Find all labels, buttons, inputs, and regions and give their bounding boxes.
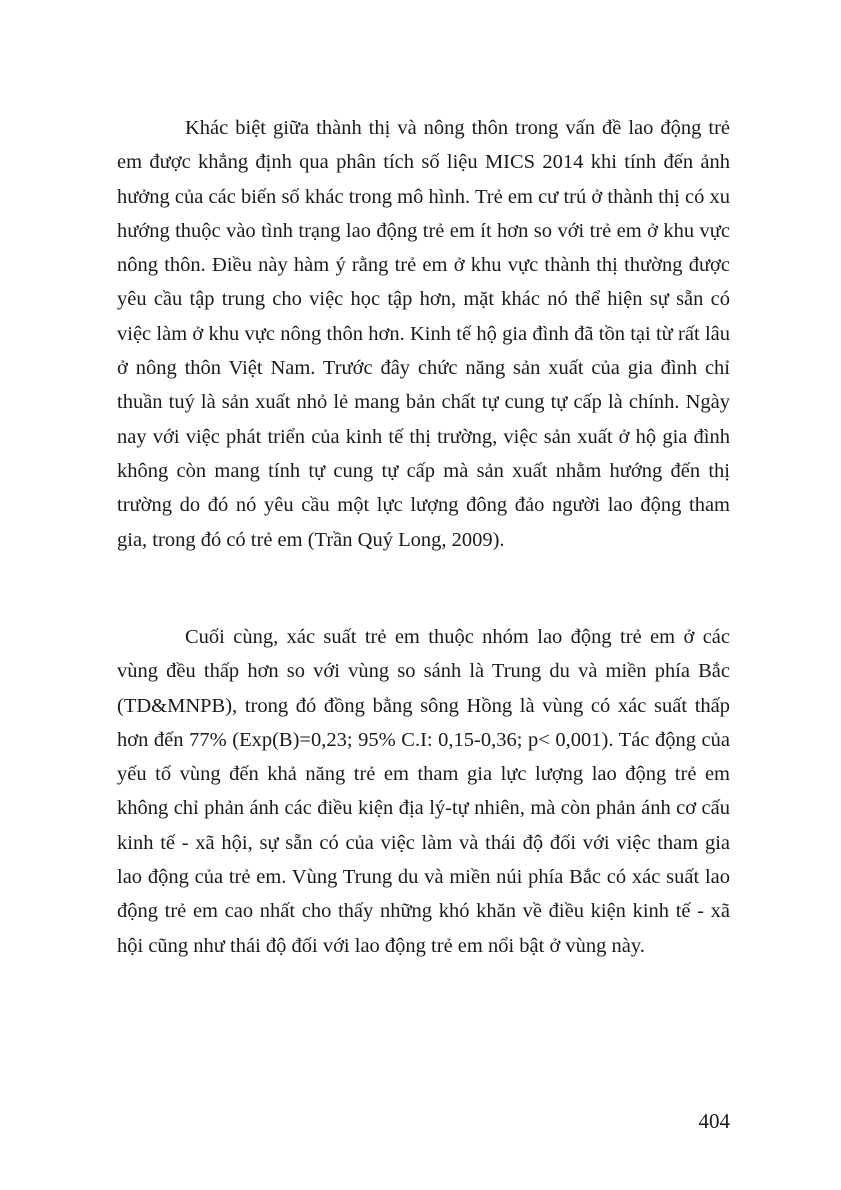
page-number: 404 — [698, 1109, 730, 1133]
body-paragraph-2: Cuối cùng, xác suất trẻ em thuộc nhóm lao động trẻ em ở các vùng đều thấp hơn so với vùng so sánh là Trung du và miền phía Bắc (TD&MNPB), trong đó đồng bằng sông Hồng là vùng có xác suất thấp hơn đến 77% (Exp(B)=0,23; 95% C.I: 0,15-0,36; p< 0,001). Tác động của yếu tố vùng đến khả năng trẻ em tham gia lực lượng lao động trẻ em không chỉ phản ánh các điều kiện địa lý-tự nhiên, mà còn phản ánh cơ cấu kinh tế - xã hội, sự sẵn có của việc làm và thái độ đối với việc tham gia lao động của trẻ em. Vùng Trung du và miền núi phía Bắc có xác suất lao động trẻ em cao nhất cho thấy những khó khăn về điều kiện kinh tế - xã hội cũng như thái độ đối với lao động trẻ em nổi bật ở vùng này. — [117, 626, 730, 957]
body-paragraph-1: Khác biệt giữa thành thị và nông thôn trong vấn đề lao động trẻ em được khẳng định qua phân tích số liệu MICS 2014 khi tính đến ảnh hưởng của các biến số khác trong mô hình. Trẻ em cư trú ở thành thị có xu hướng thuộc vào tình trạng lao động trẻ em ít hơn so với trẻ em ở khu vực nông thôn. Điều này hàm ý rằng trẻ em ở khu vực thành thị thường được yêu cầu tập trung cho việc học tập hơn, mặt khác nó thể hiện sự sẵn có việc làm ở khu vực nông thôn hơn. Kinh tế hộ gia đình đã tồn tại từ rất lâu ở nông thôn Việt Nam. Trước đây chức năng sản xuất của gia đình chỉ thuần tuý là sản xuất nhỏ lẻ mang bản chất tự cung tự cấp là chính. Ngày nay với việc phát triển của kinh tế thị trường, việc sản xuất ở hộ gia đình không còn mang tính tự cung tự cấp mà sản xuất nhằm hướng đến thị trường do đó nó yêu cầu một lực lượng đông đảo người lao động tham gia, trong đó có trẻ em (Trần Quý Long, 2009). — [117, 117, 730, 551]
